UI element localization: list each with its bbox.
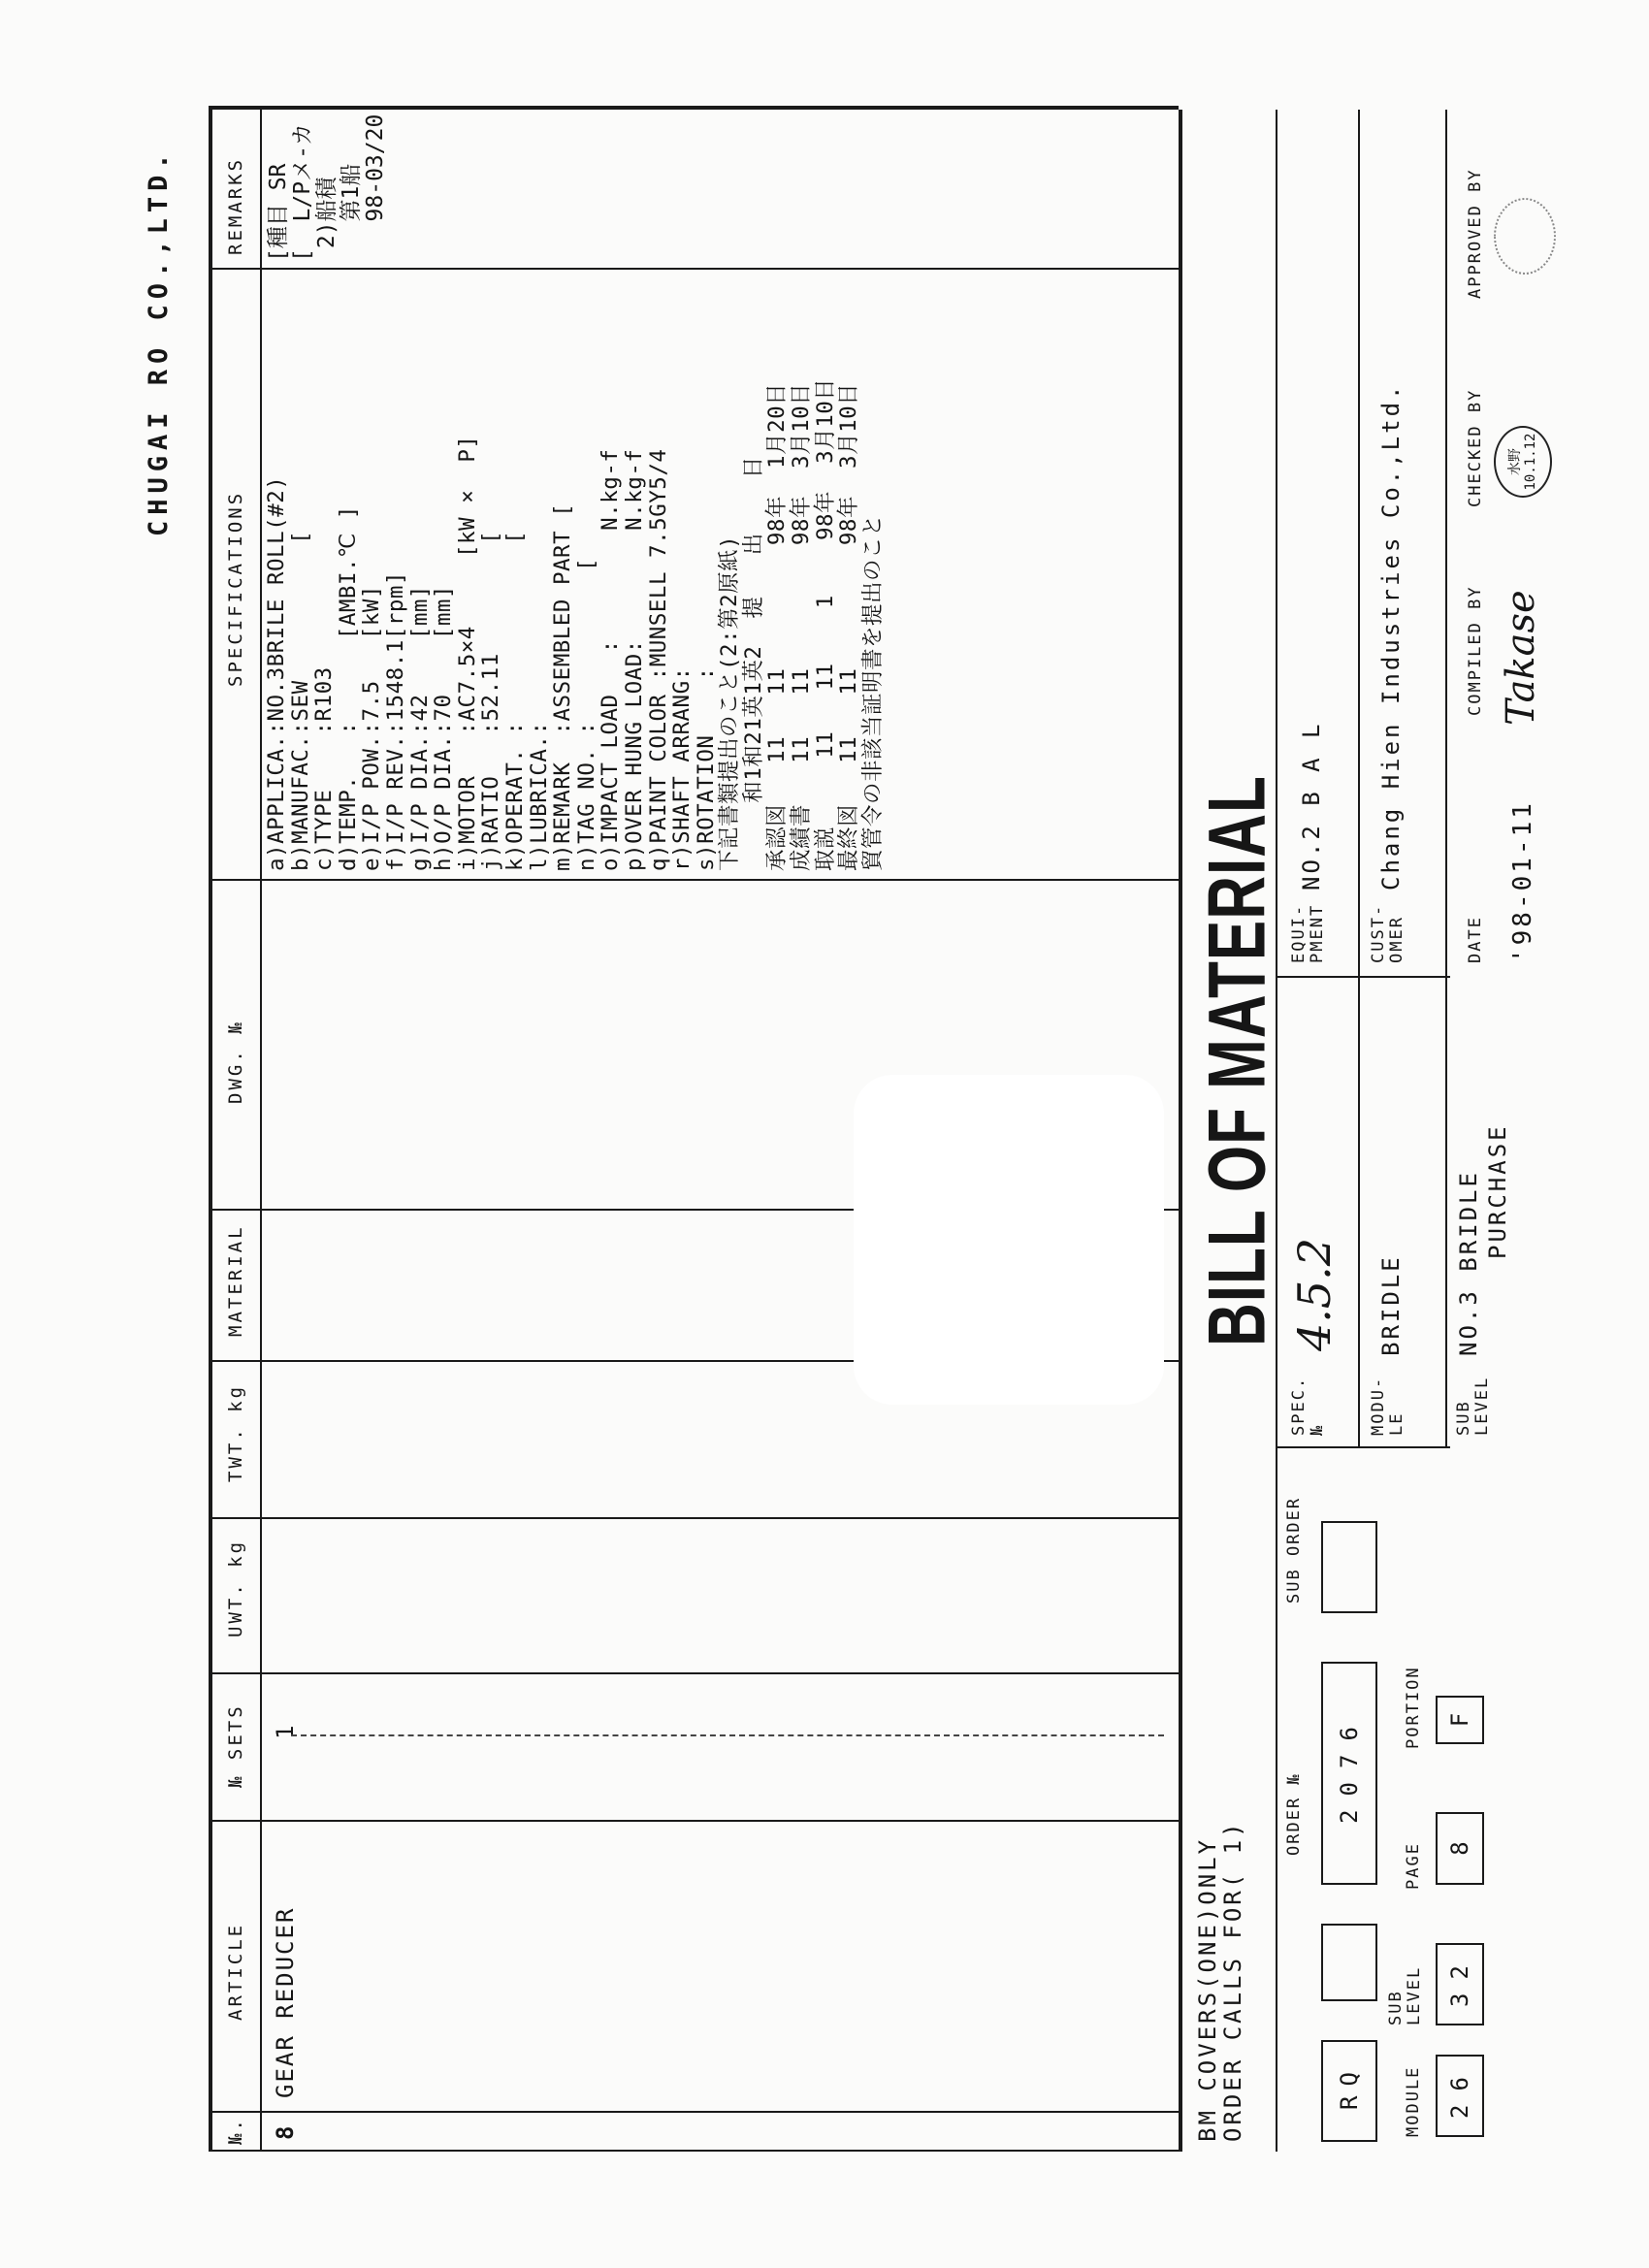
spec-line: p)OVER HUNG LOAD: N.kg-f xyxy=(621,448,647,871)
module-label: MODULE xyxy=(1404,2065,1423,2137)
approved-stamp-faint xyxy=(1494,198,1556,275)
sub-level-info-label: SUB LEVEL xyxy=(1454,1376,1492,1436)
remark-line: 第1船 xyxy=(339,163,364,262)
specifications-list xyxy=(265,378,885,871)
remark-line: 98-03/20 xyxy=(363,113,388,262)
spec-line: n)TAG NO. : [ xyxy=(573,557,599,871)
spec-line: c)TYPE :R103 xyxy=(311,666,338,871)
checked-stamp xyxy=(1494,426,1552,498)
remark-line: [種目 SR xyxy=(266,163,291,262)
col-header-specifications: SPECIFICATIONS xyxy=(225,490,246,687)
spec-label: SPEC. № xyxy=(1289,1376,1327,1436)
sub-level-info-value-2: PURCHASE xyxy=(1484,1123,1511,1259)
spec-line: l)LUBRICA.: xyxy=(526,721,552,871)
spec-line: 和1和21英1英2 提 出 日 xyxy=(740,456,766,871)
spec-line: q)PAINT COLOR :MUNSELL 7.5GY5/4 xyxy=(645,448,671,871)
row-article: GEAR REDUCER xyxy=(272,1906,299,2098)
order-blank-box xyxy=(1321,1924,1377,2001)
row-sets: 1 xyxy=(272,1723,299,1739)
col-header-material: MATERIAL xyxy=(225,1224,246,1337)
spec-line: o)IMPACT LOAD : N.kg-f xyxy=(598,448,624,871)
module-info-value: BRIDLE xyxy=(1377,1254,1405,1356)
spec-line: d)TEMP. : [AMBI.℃ ] xyxy=(335,505,361,871)
customer-label: CUST-OMER xyxy=(1369,903,1406,963)
sub-level-info-value-1: NO.3 BRIDLE xyxy=(1455,1170,1482,1356)
remark-line: 2)船積 xyxy=(314,177,340,262)
spec-value: 4.5.2 xyxy=(1288,1237,1341,1351)
spec-line: j)RATIO :52.11 [ xyxy=(478,530,504,871)
spec-line: 貿管令の非該当証明書を提出のこと xyxy=(859,513,886,871)
checked-label: CHECKED BY xyxy=(1466,388,1485,507)
compiled-label: COMPILED BY xyxy=(1466,585,1485,716)
spec-line: r)SHAFT ARRANG: xyxy=(669,666,695,871)
col-header-dwg: DWG. № xyxy=(225,1020,246,1104)
sub-level-box: 32 xyxy=(1436,1943,1484,2025)
module-info-label: MODU-LE xyxy=(1369,1376,1406,1436)
col-header-sets: № SETS xyxy=(225,1703,246,1788)
spec-line: 承認図 11 11 98年 1月20日 xyxy=(764,382,791,871)
date-label: DATE xyxy=(1466,916,1485,963)
spec-line: i)MOTOR :AC7.5×4 [kW × P] xyxy=(454,435,480,871)
order-no-label: ORDER № xyxy=(1284,1772,1304,1856)
date-value: '98-01-11 xyxy=(1508,800,1537,963)
spec-line: 最終図 11 11 98年 3月10日 xyxy=(836,382,862,871)
checked-stamp-name: 水野 xyxy=(1507,448,1523,475)
portion-label: PORTION xyxy=(1404,1666,1423,1749)
sub-level-label: SUB LEVEL xyxy=(1386,1965,1424,2025)
checked-stamp-date: 10.1.12 xyxy=(1523,433,1538,491)
customer-value: Chang Hien Industries Co.,Ltd. xyxy=(1377,382,1405,891)
page-label: PAGE xyxy=(1404,1842,1423,1890)
spec-line: 成績書 11 11 98年 3月10日 xyxy=(789,382,815,871)
col-header-article: ARTICLE xyxy=(225,1922,246,2021)
correction-patch xyxy=(854,1075,1164,1405)
page-box: 8 xyxy=(1436,1812,1484,1885)
document-title: BILL OF MATERIAL xyxy=(1192,775,1283,1346)
spec-line: f)I/P REV.:1548.1[rpm] xyxy=(382,570,408,871)
spec-line: 下記書類提出のこと(2:第2原紙) xyxy=(717,535,743,871)
equipment-label: EQUI-PMENT xyxy=(1289,903,1327,963)
order-prefix-box: RQ xyxy=(1321,2040,1377,2142)
col-header-uwt: UWT. kg xyxy=(225,1539,246,1637)
spec-line: e)I/P POW.:7.5 [kW] xyxy=(359,585,385,871)
equipment-value: NO.2 B A L xyxy=(1298,721,1325,891)
spec-line: b)MANUFAC.:SEW [ xyxy=(287,530,313,871)
sub-order-label: SUB ORDER xyxy=(1284,1496,1304,1604)
approved-label: APPROVED BY xyxy=(1466,168,1485,299)
col-header-twt: TWT. kg xyxy=(225,1383,246,1482)
spec-line: k)OPERAT. : [ xyxy=(501,530,528,871)
bm-covers-text: BM COVERS(ONE)ONLY xyxy=(1194,1836,1221,2142)
bm-covers-block xyxy=(1195,1820,1245,2142)
col-header-remarks: REMARKS xyxy=(225,156,246,255)
spec-line: s)ROTATION : xyxy=(693,666,719,871)
remarks-list xyxy=(267,114,388,262)
order-number-box: 2076 xyxy=(1321,1662,1377,1885)
company-name: CHUGAI RO CO.,LTD. xyxy=(144,147,174,536)
spec-line: 取説 11 11 1 98年 3月10日 xyxy=(812,377,838,871)
module-box: 26 xyxy=(1436,2055,1484,2137)
row-number: 8 xyxy=(272,2123,299,2140)
col-header-no: №. xyxy=(225,2117,246,2145)
spec-line: g)I/P DIA.:42 [mm] xyxy=(406,585,433,871)
sub-order-box xyxy=(1321,1521,1377,1613)
order-calls-text: ORDER CALLS FOR( 1) xyxy=(1219,1820,1246,2142)
sets-dashed-line xyxy=(291,1734,1164,1736)
portion-box: F xyxy=(1436,1696,1484,1744)
compiled-signature: Takase xyxy=(1499,590,1543,726)
remark-line: [ L/Pメ-カ xyxy=(290,123,315,262)
spec-line: a)APPLICA.:NO.3BRILE ROLL(#2) xyxy=(264,475,289,871)
spec-line: m)REMARK :ASSEMBLED PART [ xyxy=(550,502,576,871)
spec-line: h)O/P DIA.:70 [mm] xyxy=(431,585,457,871)
